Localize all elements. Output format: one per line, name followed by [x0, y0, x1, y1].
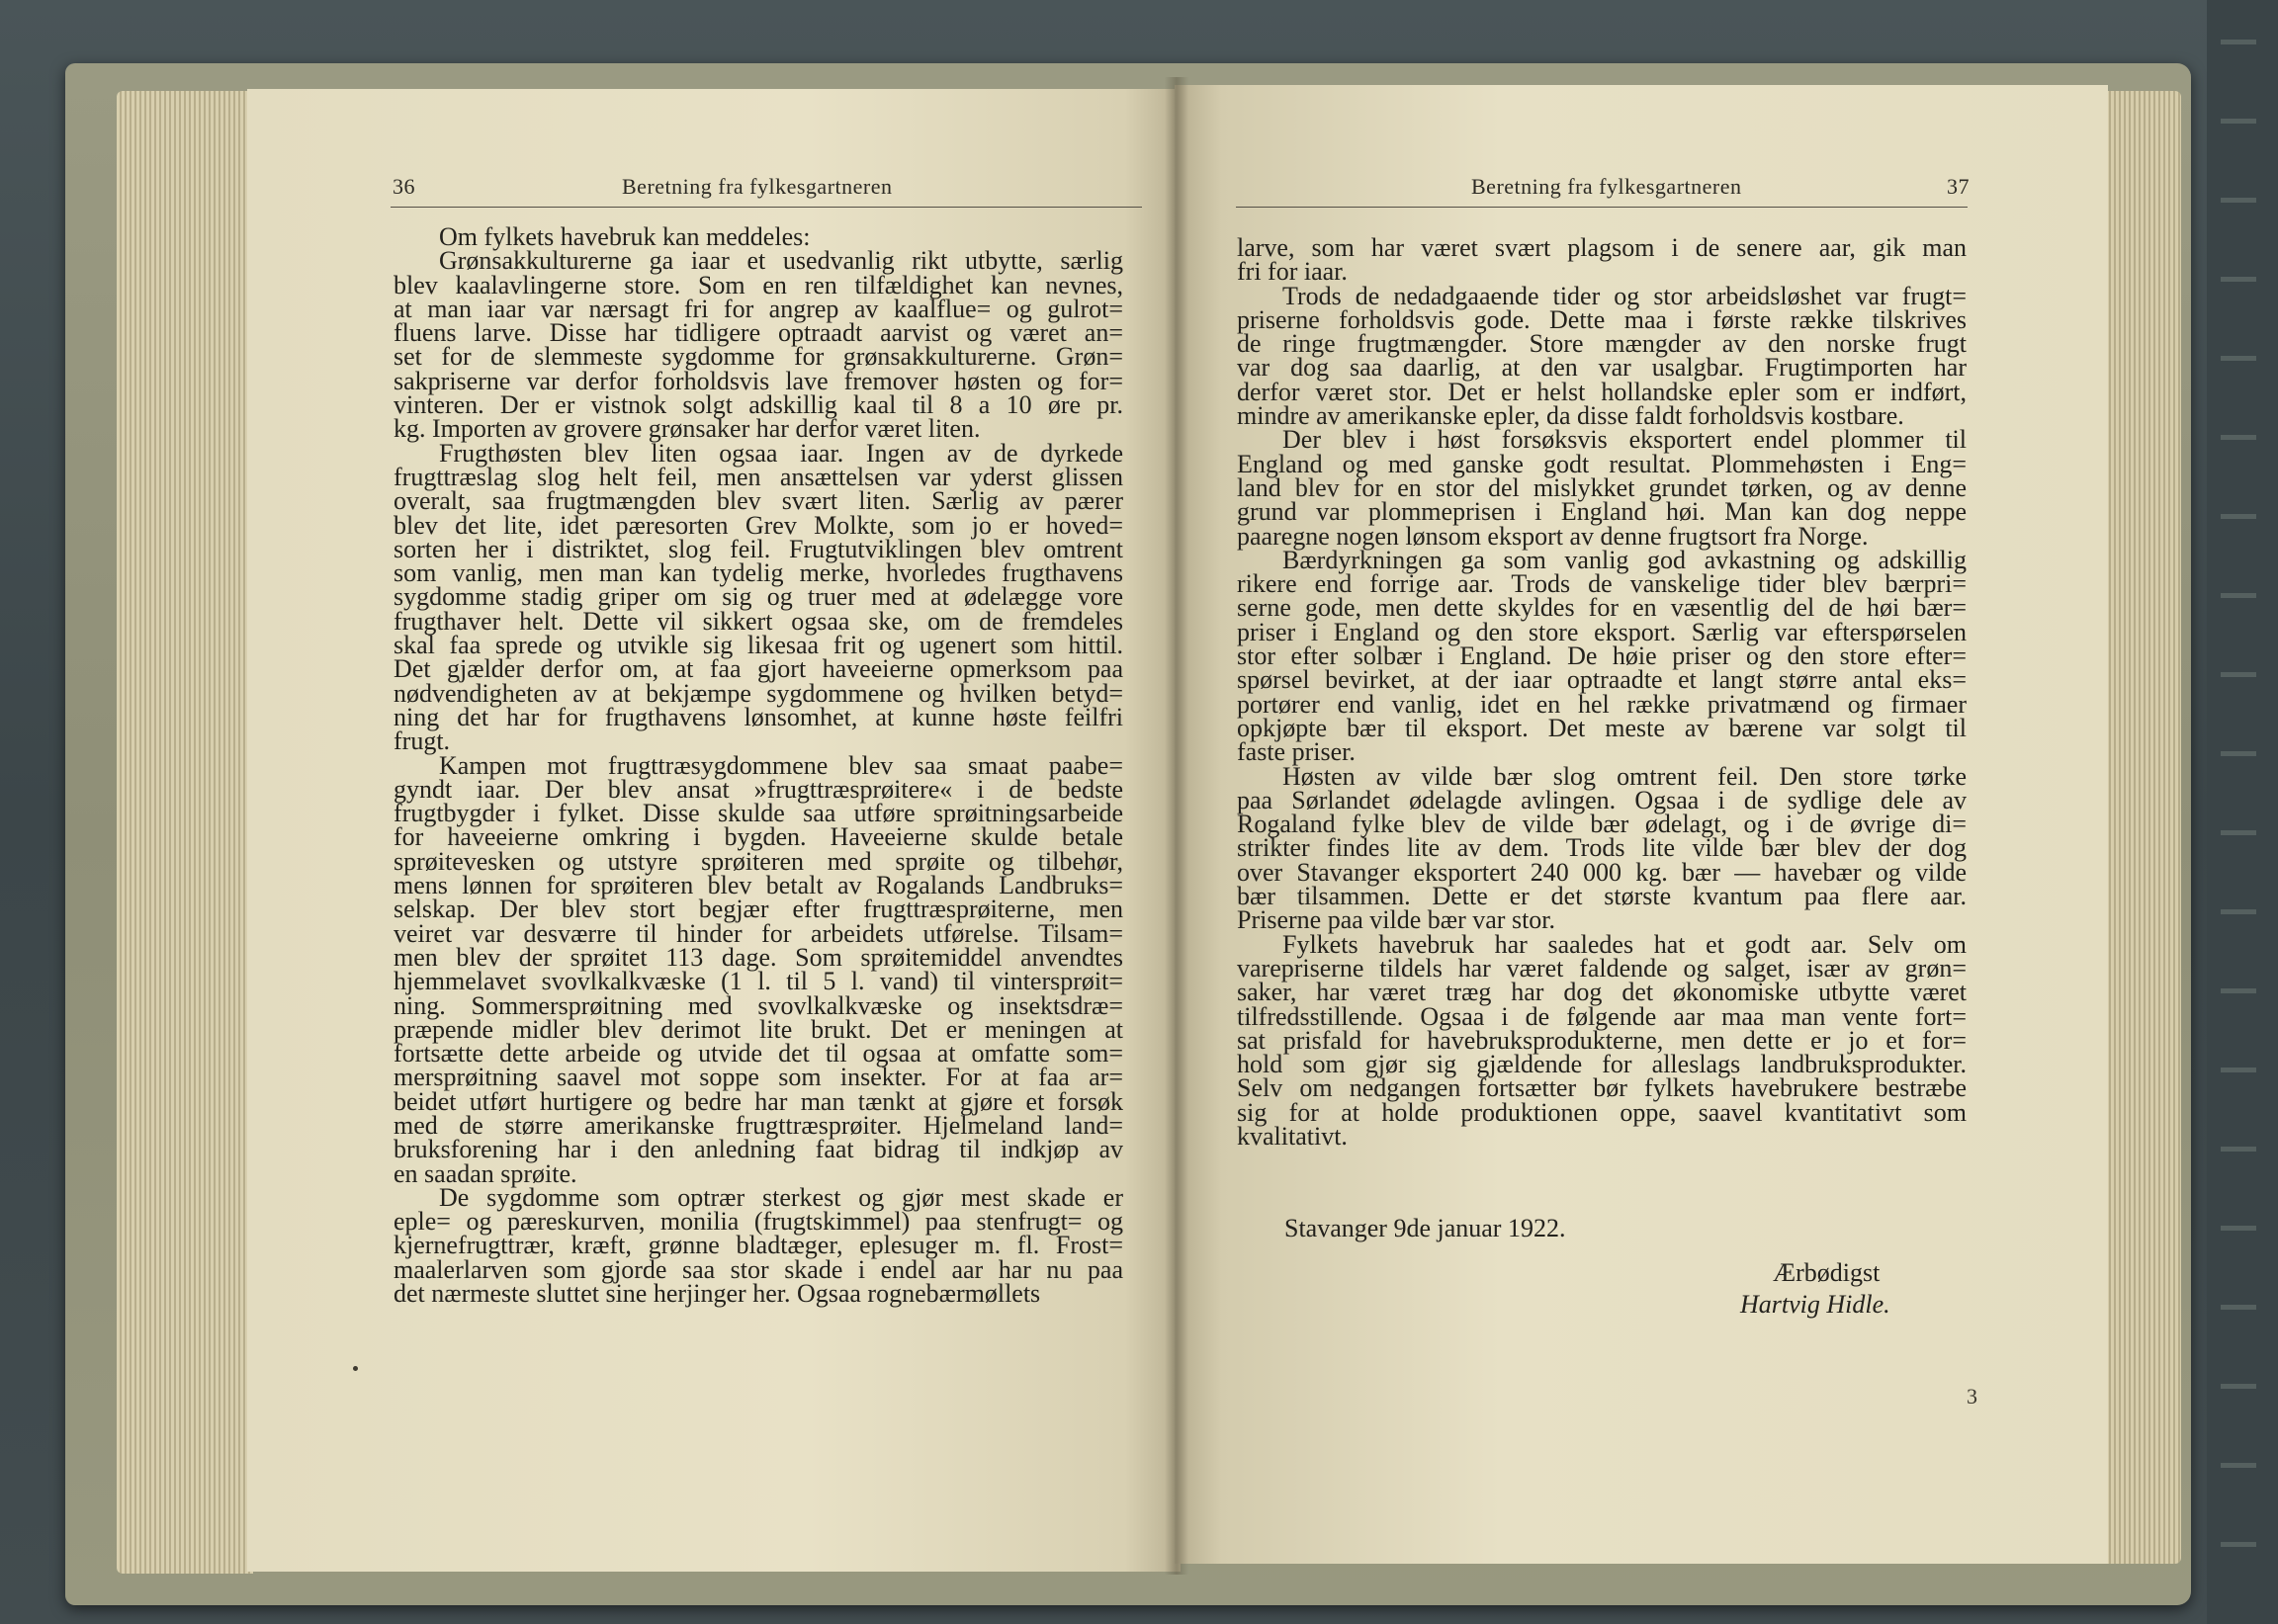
paragraph: [394, 438, 1123, 756]
text-line: som vanlig, men man kan tydelig merke, hvorledes frugthavens: [394, 558, 1123, 588]
text-line: priserne forholdsvis gode. Dette maa i første række tilskrives: [1237, 304, 1967, 334]
left-page-number: 36: [393, 174, 415, 199]
text-line: Selv om nedgangen fortsætter bør fylkets havebrukere bestræbe: [1237, 1073, 1967, 1103]
text-line: Høsten av vilde bær slog omtrent feil. Den store tørke: [1282, 761, 1967, 791]
sheet-number: 3: [1967, 1384, 1977, 1409]
right-body-text: [1237, 233, 1967, 1151]
page-edges-left: [117, 91, 253, 1574]
text-line: saker, har været træg har dog det økonomiske utbytte været: [1237, 978, 1967, 1007]
book-gutter: [1165, 77, 1188, 1575]
ruler-tick: [2221, 514, 2256, 519]
ruler-tick: [2221, 1305, 2256, 1310]
paragraph: [1237, 425, 1967, 551]
text-line: Det gjælder derfor om, at faa gjort haveeierne opmerksom paa: [394, 654, 1123, 684]
text-line: Fylkets havebruk har saaledes hat et godt aar. Selv om: [1282, 929, 1967, 959]
text-line: paa Sørlandet ødelagde avlingen. Ogsaa i de sydlige dele av: [1237, 785, 1967, 814]
text-line: sprøitevesken og utstyre sprøiteren med sprøite og tilbehør,: [394, 846, 1123, 876]
text-line: sorten her i distriktet, slog feil. Frugtutviklingen blev omtrent: [394, 534, 1123, 563]
text-line: sygdomme stadig griper om sig og truer med at ødelægge vore: [394, 582, 1123, 612]
text-line: land blev for en stor del mislykket grundet tørken, og av denne: [1237, 472, 1967, 502]
paragraph: [1237, 761, 1967, 935]
text-line: præpende midler blev derimot lite brukt. Det er meningen at: [394, 1014, 1123, 1044]
ruler-tick: [2221, 909, 2256, 914]
ruler-tick: [2221, 830, 2256, 835]
text-line: sig for at holde produktionen oppe, saavel kvantitativt som: [1237, 1097, 1967, 1127]
text-line: stor efter solbær i England. De høie priser og den store efter=: [1237, 641, 1967, 671]
ruler-tick: [2221, 119, 2256, 124]
signature: Hartvig Hidle.: [1740, 1290, 1890, 1319]
text-line: England og med ganske godt resultat. Plommehøsten i Eng=: [1237, 449, 1967, 478]
text-line: serne gode, men dette skyldes for en væsentlig del de høi bær=: [1237, 593, 1967, 623]
ruler-tick: [2221, 1463, 2256, 1468]
text-line: vinteren. Der er vistnok solgt adskillig kaal til 8 a 10 øre pr.: [394, 390, 1123, 420]
text-line: kvalitativt.: [1237, 1121, 1348, 1151]
page-edges-right: [2104, 91, 2181, 1564]
text-line: Grønsakkulturerne ga iaar et usedvanlig rikt utbytte, særlig: [439, 246, 1123, 276]
ruler-tick: [2221, 988, 2256, 993]
text-line: varepriserne tildels har været faldende og salget, især av grøn=: [1237, 953, 1967, 983]
left-head-rule: [391, 207, 1142, 208]
paragraph: [394, 750, 1123, 1188]
text-line: De sygdomme som optrær sterkest og gjør mest skade er: [439, 1182, 1123, 1212]
ruler-tick: [2221, 751, 2256, 756]
text-line: sat prisfald for havebruksprodukterne, men dette er jo et for=: [1237, 1025, 1967, 1055]
place-date: Stavanger 9de januar 1922.: [1284, 1214, 1566, 1242]
left-running-head: Beretning fra fylkesgartneren: [622, 174, 893, 199]
text-line: med de større amerikanske frugttræsprøiter. Hjelmeland land=: [394, 1110, 1123, 1140]
ruler-tick: [2221, 356, 2256, 361]
text-line: bruksforening har i den anledning faat bidrag til indkjøp av: [394, 1135, 1123, 1164]
text-line: tilfredsstillende. Ogsaa i de følgende aar maa man vente fort=: [1237, 1001, 1967, 1031]
text-line: spørsel bevirket, at der iaar optraadte et langt større antal eks=: [1237, 665, 1967, 695]
paragraph: [1237, 545, 1967, 767]
text-line: Rogaland fylke blev de vilde bær ødelagt, og i de øvrige di=: [1237, 810, 1967, 839]
ruler-tick: [2221, 198, 2256, 203]
text-line: fortsætte dette arbeide og utvide det til ogsaa at omfatte som=: [394, 1039, 1123, 1068]
right-page-number: 37: [1947, 174, 1970, 199]
text-line: Trods de nedadgaaende tider og stor arbeidsløshet var frugt=: [1282, 281, 1967, 310]
text-line: maalerlarven som gjorde saa stor skade i endel aar har nu paa: [394, 1254, 1123, 1284]
text-line: Bærdyrkningen ga som vanlig god avkastning og adskillig: [1282, 545, 1967, 574]
paragraph: [394, 246, 1123, 444]
text-line: Frugthøsten blev liten ogsaa iaar. Ingen av de dyrkede: [439, 438, 1123, 468]
text-line: mens lønnen for sprøiteren blev betalt av Rogalands Landbruks=: [394, 871, 1123, 900]
text-line: blev det lite, idet pæresorten Grev Molkte, som jo er hoved=: [394, 510, 1123, 540]
left-body-text: [394, 222, 1123, 1309]
ruler-tick: [2221, 435, 2256, 440]
ruler-tick: [2221, 1542, 2256, 1547]
text-line: for haveeierne omkring i bygden. Haveeierne skulde betale: [394, 822, 1123, 852]
text-line: frugthaver helt. Dette vil sikkert ogsaa ske, om de fremdeles: [394, 606, 1123, 636]
text-line: set for de slemmeste sygdomme for grønsakkulturerne. Grøn=: [394, 342, 1123, 372]
text-line: veiret var desværre til hinder for arbeidets utførelse. Tilsam=: [394, 918, 1123, 948]
paragraph: [1237, 281, 1967, 431]
text-line: priser i England og den store eksport. Særlig var efterspørselen: [1237, 617, 1967, 646]
text-line: en saadan sprøite.: [394, 1158, 577, 1188]
text-line: hold som gjør sig gjældende for alleslags landbruksprodukter.: [1237, 1050, 1967, 1079]
text-line: sakpriserne var derfor forholdsvis lave fremover høsten og for=: [394, 366, 1123, 395]
text-line: blev kaalavlingerne store. Som en ren tilfældighet kan nevnes,: [394, 270, 1123, 299]
text-line: opkjøpte bær til eksport. Det meste av bærene var solgt til: [1237, 713, 1967, 742]
text-line: Om fylkets havebruk kan meddeles:: [439, 222, 811, 251]
salutation: Ærbødigst: [1773, 1258, 1881, 1287]
text-line: faste priser.: [1237, 737, 1356, 767]
text-line: fluens larve. Disse har tidligere optraadt aarvist og været an=: [394, 318, 1123, 348]
ruler-tick: [2221, 40, 2256, 44]
text-line: gyndt iaar. Der blev ansat »frugttræsprøitere« i de bedste: [394, 774, 1123, 804]
paragraph: [394, 1182, 1123, 1309]
ruler-tick: [2221, 1384, 2256, 1389]
ruler-tick: [2221, 593, 2256, 598]
margin-mark: [353, 1366, 358, 1371]
text-line: beidet utført hurtigere og bedre har man tænkt at gjøre et forsøk: [394, 1086, 1123, 1116]
text-line: selskap. Der blev stort begjær efter frugttræsprøiterne, men: [394, 895, 1123, 924]
right-running-head: Beretning fra fylkesgartneren: [1471, 174, 1742, 199]
paragraph: [1237, 929, 1967, 1151]
text-line: frugtbygder i fylket. Disse skulde saa utføre sprøitningsarbeide: [394, 799, 1123, 828]
text-line: hjemmelavet svovlkalkvæske (1 l. til 5 l. vand) til vintersprøit=: [394, 967, 1123, 996]
text-line: frugt.: [394, 727, 451, 756]
ruler-tick: [2221, 1068, 2256, 1072]
right-head-rule: [1236, 207, 1968, 208]
scan-ruler: [2207, 0, 2278, 1624]
text-line: ning det har for frugthavens lønsomhet, at kunne høste feilfri: [394, 702, 1123, 731]
text-line: grund var plommeprisen i England høi. Man kan dog neppe: [1237, 497, 1967, 527]
text-line: Kampen mot frugttræsygdommene blev saa smaat paabe=: [439, 750, 1123, 780]
text-line: fri for iaar.: [1237, 257, 1348, 287]
text-line: overalt, saa frugtmængden blev svært liten. Særlig av pærer: [394, 486, 1123, 516]
text-line: kjernefrugttrær, kræft, grønne bladtæger, eplesuger m. fl. Frost=: [394, 1231, 1123, 1260]
ruler-tick: [2221, 1226, 2256, 1231]
text-line: skal faa sprede og utvikle sig likesaa frit og ugenert som hittil.: [394, 631, 1123, 660]
text-line: bær tilsammen. Dette er det største kvantum paa flere aar.: [1237, 882, 1967, 911]
text-line: Der blev i høst forsøksvis eksportert endel plommer til: [1282, 425, 1967, 455]
text-line: kg. Importen av grovere grønsaker har derfor været liten.: [394, 414, 981, 444]
ruler-tick: [2221, 1147, 2256, 1152]
text-line: rikere end forrige aar. Trods de vanskelige tider blev bærpri=: [1237, 569, 1967, 599]
text-line: de ringe frugtmængder. Store mængder av den norske frugt: [1237, 329, 1967, 359]
text-line: paaregne nogen lønsom eksport av denne frugtsort fra Norge.: [1237, 521, 1869, 551]
text-line: at man iaar var nærsagt fri for angrep av kaalflue= og gulrot=: [394, 294, 1123, 323]
paragraph: [1237, 233, 1967, 287]
text-line: strikter findes lite av dem. Trods lite vilde bær blev der dog: [1237, 833, 1967, 863]
text-line: frugttræslag slog helt feil, men ansættelsen var yderst glissen: [394, 462, 1123, 491]
text-line: men blev der sprøitet 113 dage. Som sprøitemiddel anvendtes: [394, 942, 1123, 972]
text-line: larve, som har været svært plagsom i de senere aar, gik man: [1237, 233, 1967, 262]
text-line: portører end vanlig, idet en hel række privatmænd og firmaer: [1237, 689, 1967, 719]
text-line: var dog saa daarlig, at den var usalgbar. Frugtimporten har: [1237, 353, 1967, 383]
text-line: nødvendigheten av at bekjæmpe sygdommene og hvilken betyd=: [394, 678, 1123, 708]
text-line: mersprøitning saavel mot soppe som insekter. For at faa ar=: [394, 1063, 1123, 1092]
ruler-tick: [2221, 672, 2256, 677]
text-line: derfor været stor. Det er helst hollandske epler som er indført,: [1237, 377, 1967, 406]
ruler-tick: [2221, 277, 2256, 282]
text-line: mindre av amerikanske epler, da disse faldt forholdsvis kostbare.: [1237, 401, 1904, 431]
text-line: det nærmeste sluttet sine herjinger her. Ogsaa rognebærmøllets: [394, 1279, 1041, 1309]
text-line: over Stavanger eksportert 240 000 kg. bær — havebær og vilde: [1237, 857, 1967, 887]
text-line: Priserne paa vilde bær var stor.: [1237, 905, 1556, 935]
text-line: ning. Sommersprøitning med svovlkalkvæske og insektsdræ=: [394, 990, 1123, 1020]
text-line: eple= og pæreskurven, monilia (frugtskimmel) paa stenfrugt= og: [394, 1207, 1123, 1237]
